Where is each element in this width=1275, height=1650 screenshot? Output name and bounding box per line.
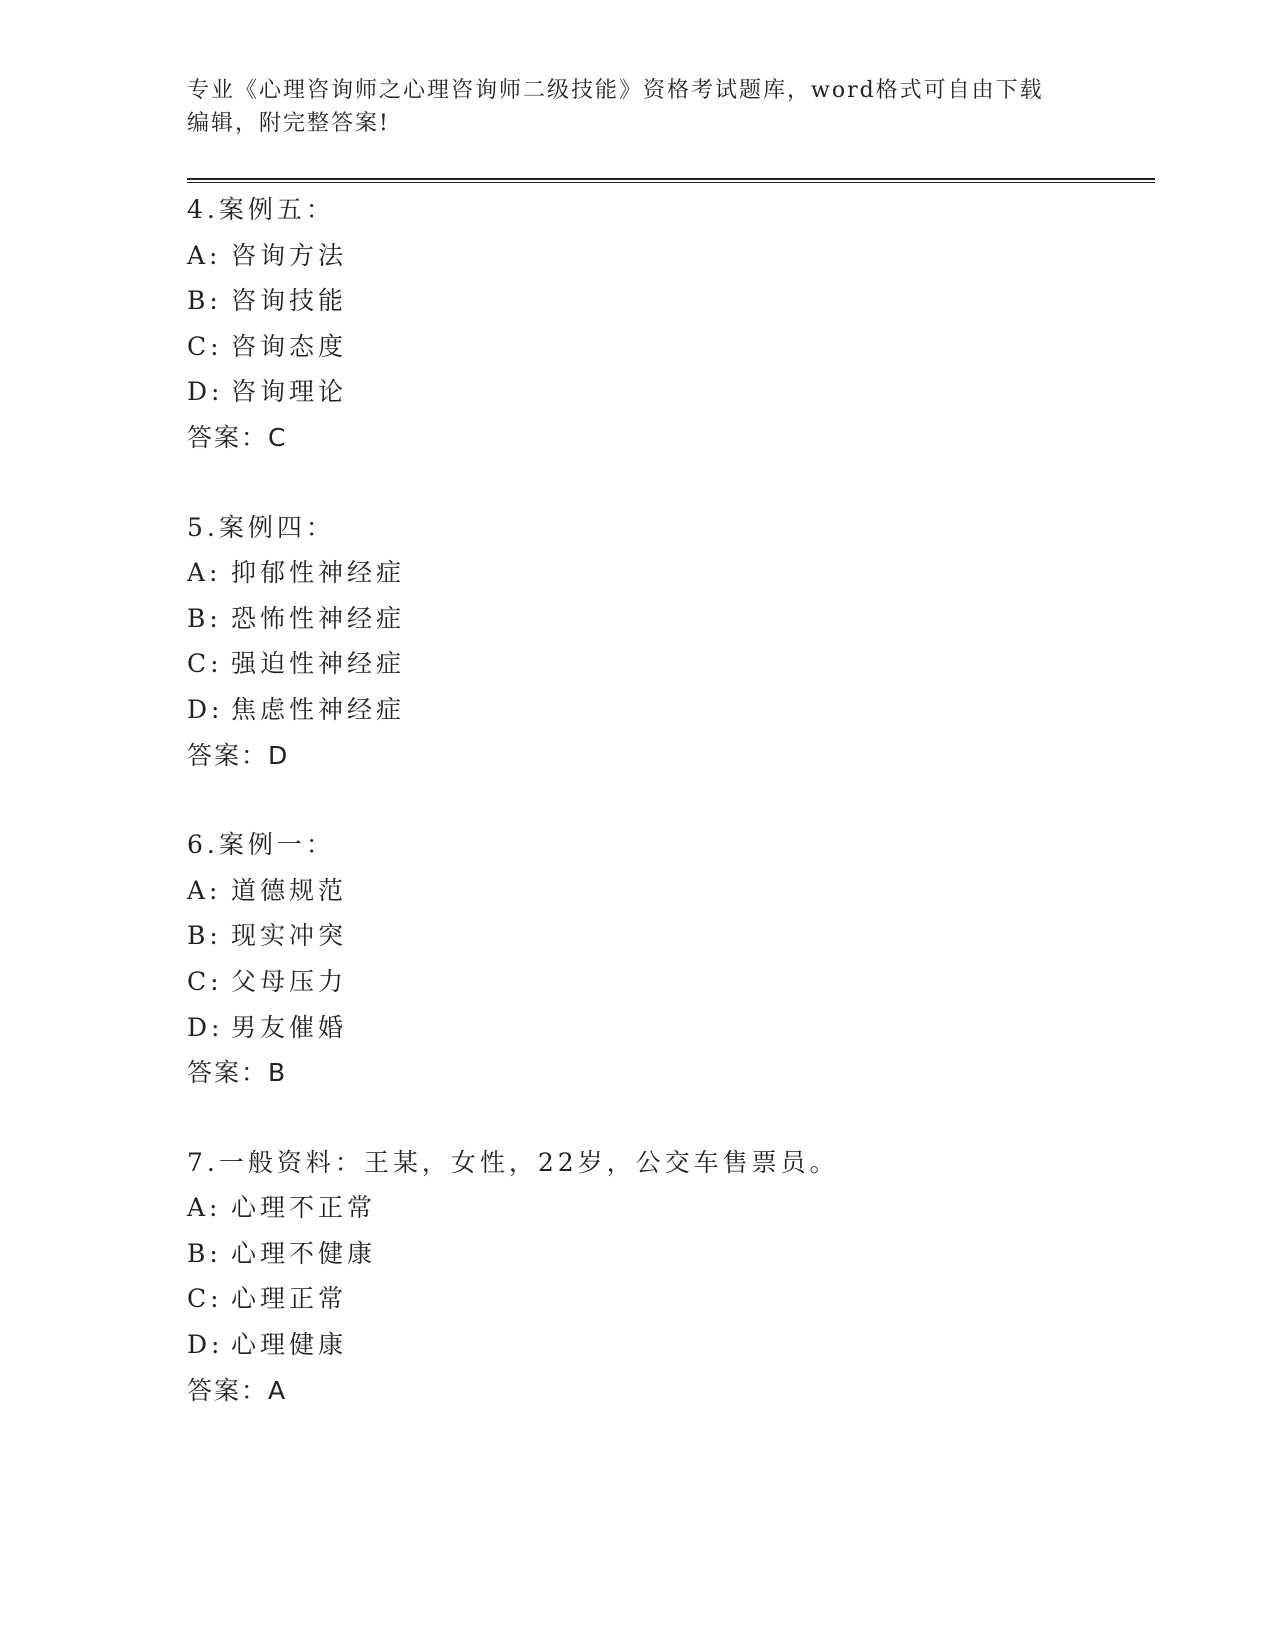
option-b bbox=[187, 913, 1147, 959]
option-letter: C: bbox=[187, 649, 223, 679]
option-d bbox=[187, 687, 1147, 733]
option-letter: A: bbox=[187, 875, 222, 905]
option-c bbox=[187, 324, 1147, 370]
question-7 bbox=[187, 1140, 1147, 1414]
option-a bbox=[187, 868, 1147, 914]
answer-line: 答案：D bbox=[187, 740, 290, 770]
answer-line: 答案：A bbox=[187, 1375, 288, 1405]
option-c bbox=[187, 641, 1147, 687]
option-letter: A: bbox=[187, 1193, 222, 1223]
question-4 bbox=[187, 187, 1147, 461]
option-a bbox=[187, 233, 1147, 279]
answer-line: 答案：C bbox=[187, 422, 288, 452]
option-text: 心理不正常 bbox=[231, 1193, 377, 1223]
option-text: 抑郁性神经症 bbox=[231, 558, 406, 588]
document-header bbox=[187, 74, 1067, 140]
option-d bbox=[187, 1322, 1147, 1368]
option-letter: A: bbox=[187, 240, 222, 270]
option-letter: D: bbox=[187, 1012, 224, 1042]
option-text: 心理正常 bbox=[231, 1284, 348, 1314]
option-text: 心理不健康 bbox=[231, 1238, 377, 1268]
option-c bbox=[187, 1276, 1147, 1322]
option-letter: B: bbox=[187, 921, 222, 951]
answer-line: 答案：B bbox=[187, 1058, 288, 1088]
option-letter: B: bbox=[187, 286, 222, 316]
question-stem: 7.一般资料：王某，女性，22岁，公交车售票员。 bbox=[187, 1147, 839, 1177]
option-text: 咨询态度 bbox=[231, 331, 348, 361]
option-d bbox=[187, 369, 1147, 415]
question-list bbox=[187, 187, 1147, 1457]
option-b bbox=[187, 1231, 1147, 1277]
header-line-2: 编辑，附完整答案! bbox=[187, 111, 390, 136]
option-letter: D: bbox=[187, 694, 224, 724]
question-6 bbox=[187, 822, 1147, 1096]
option-text: 现实冲突 bbox=[231, 921, 348, 951]
option-text: 恐怖性神经症 bbox=[231, 603, 406, 633]
option-text: 焦虑性神经症 bbox=[231, 694, 406, 724]
option-text: 父母压力 bbox=[231, 966, 348, 996]
option-c bbox=[187, 959, 1147, 1005]
option-d bbox=[187, 1005, 1147, 1051]
option-text: 道德规范 bbox=[231, 875, 348, 905]
question-5 bbox=[187, 505, 1147, 779]
header-divider bbox=[187, 178, 1155, 183]
option-text: 心理健康 bbox=[231, 1330, 348, 1360]
option-b bbox=[187, 278, 1147, 324]
option-letter: A: bbox=[187, 558, 222, 588]
option-letter: D: bbox=[187, 1330, 224, 1360]
option-b bbox=[187, 596, 1147, 642]
question-stem: 5.案例四： bbox=[187, 512, 335, 542]
option-text: 强迫性神经症 bbox=[231, 649, 406, 679]
option-text: 咨询理论 bbox=[231, 377, 348, 407]
option-text: 咨询方法 bbox=[231, 240, 348, 270]
option-text: 男友催婚 bbox=[231, 1012, 348, 1042]
option-a bbox=[187, 550, 1147, 596]
question-stem: 6.案例一： bbox=[187, 830, 335, 860]
option-text: 咨询技能 bbox=[231, 286, 348, 316]
option-letter: C: bbox=[187, 331, 223, 361]
option-letter: B: bbox=[187, 1238, 222, 1268]
option-letter: C: bbox=[187, 966, 223, 996]
option-a bbox=[187, 1185, 1147, 1231]
question-stem: 4.案例五： bbox=[187, 195, 335, 224]
option-letter: B: bbox=[187, 603, 222, 633]
option-letter: C: bbox=[187, 1284, 223, 1314]
header-line-1: 专业《心理咨询师之心理咨询师二级技能》资格考试题库，word格式可自由下载 bbox=[187, 78, 1044, 103]
option-letter: D: bbox=[187, 377, 224, 407]
